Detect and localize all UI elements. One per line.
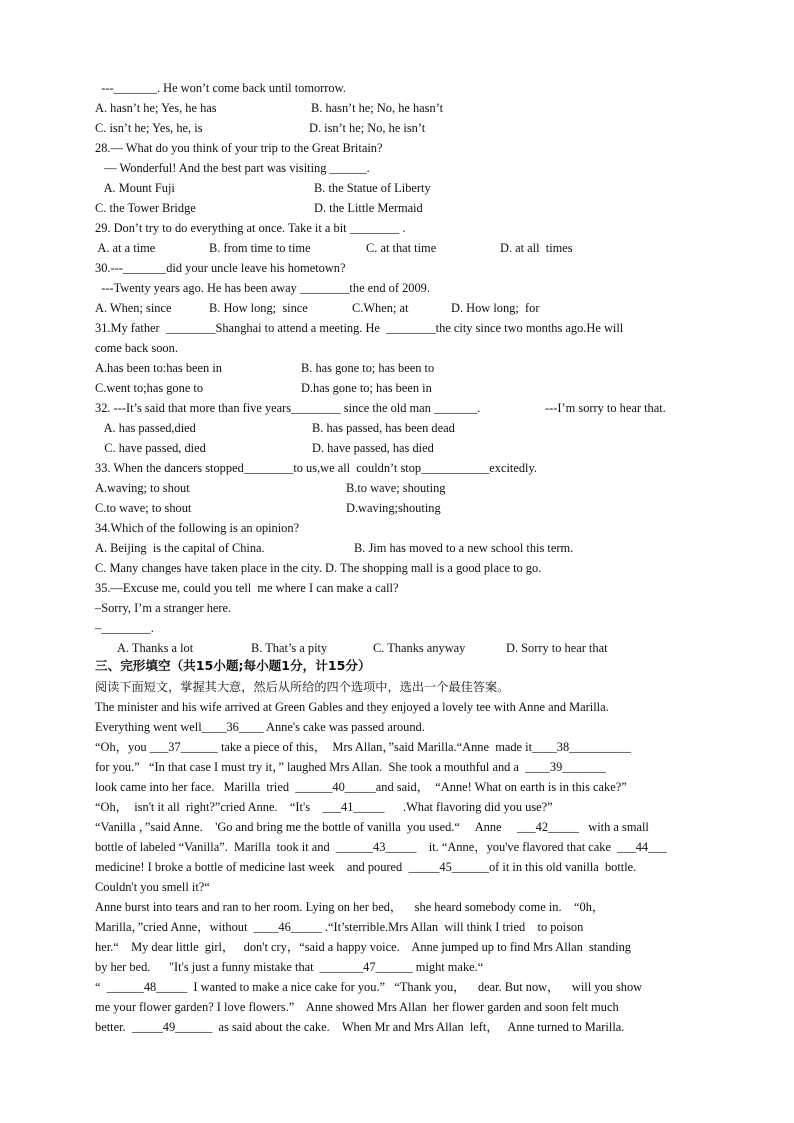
q29-option-c: C. at that time bbox=[366, 241, 437, 255]
q27-answer-line: ---_______. He won’t come back until tomorrow. bbox=[95, 81, 346, 95]
q30-option-a: A. When; since bbox=[95, 301, 172, 315]
q31-stem: 31.My father ________Shanghai to attend a meeting. He ________the city since two months ago.He will bbox=[95, 321, 624, 335]
q35-stem: 35.—Excuse me, could you tell me where I can make a call? bbox=[95, 581, 399, 595]
passage-line: me your flower garden? I love flowers.” Anne showed Mrs Allan her flower garden and soon felt much bbox=[95, 1000, 619, 1014]
q28-option-d: D. the Little Mermaid bbox=[314, 201, 423, 215]
q35-reply: –Sorry, I’m a stranger here. bbox=[95, 601, 232, 615]
q35-option-c: C. Thanks anyway bbox=[373, 641, 466, 655]
q32-stem: 32. ---It’s said that more than five years________ since the old man _______. bbox=[95, 401, 481, 415]
q31-stem-continued: come back soon. bbox=[95, 341, 178, 355]
passage-line: better. _____49______ as said about the cake. When Mr and Mrs Allan left， Anne turned to Marilla. bbox=[95, 1020, 625, 1034]
q28-stem: 28.— What do you think of your trip to the Great Britain? bbox=[95, 141, 383, 155]
q31-option-c: C.went to;has gone to bbox=[95, 381, 204, 395]
q28-reply: — Wonderful! And the best part was visiting ______. bbox=[95, 161, 370, 175]
q34-stem: 34.Which of the following is an opinion? bbox=[95, 521, 300, 535]
q32-option-d: D. have passed, has died bbox=[312, 441, 434, 455]
q29-option-a: A. at a time bbox=[95, 241, 156, 255]
q35-option-d: D. Sorry to hear that bbox=[506, 641, 608, 655]
q30-option-b: B. How long; since bbox=[209, 301, 308, 315]
q35-answer-blank: –________. bbox=[95, 621, 154, 635]
q31-option-d: D.has gone to; has been in bbox=[301, 381, 432, 395]
section-heading: 三、完形填空（共15小题;每小题1分，计15分） bbox=[95, 658, 371, 673]
q34-option-cd: C. Many changes have taken place in the city. D. The shopping mall is a good place to go. bbox=[95, 561, 542, 575]
passage-line: Couldn't you smell it?“ bbox=[95, 880, 210, 894]
q28-option-a: A. Mount Fuji bbox=[95, 181, 175, 195]
passage-line: Everything went well____36____ Anne's cake was passed around. bbox=[95, 720, 425, 734]
q27-option-d: D. isn’t he; No, he isn’t bbox=[309, 121, 426, 135]
passage-line: bottle of labeled “Vanilla”. Marilla took it and ______43_____ it. “Anne，you've flavored that cake ___44___ bbox=[95, 840, 667, 854]
q35-option-a: A. Thanks a lot bbox=[117, 641, 194, 655]
q33-option-a: A.waving; to shout bbox=[95, 481, 190, 495]
passage-line: her.“ My dear little girl， don't cry，“said a happy voice. Anne jumped up to find Mrs Allan standing bbox=[95, 940, 631, 954]
section-instruction: 阅读下面短文，掌握其大意，然后从所给的四个选项中，选出一个最佳答案。 bbox=[95, 680, 510, 694]
passage-line: “Oh，you ___37______ take a piece of this， Mrs Allan，”said Marilla.“Anne made it____38__________ bbox=[95, 740, 632, 754]
q32-option-b: B. has passed, has been dead bbox=[312, 421, 455, 435]
q33-option-c: C.to wave; to shout bbox=[95, 501, 192, 515]
q30-option-c: C.When; at bbox=[352, 301, 409, 315]
q35-option-b: B. That’s a pity bbox=[251, 641, 328, 655]
passage-line: medicine! I broke a bottle of medicine last week and poured _____45______of it in this old vanilla bottle. bbox=[95, 860, 637, 874]
passage-line: Anne burst into tears and ran to her room. Lying on her bed， she heard somebody come in. “0h， bbox=[95, 900, 605, 914]
passage-line: “Vanilla ，”said Anne. 'Go and bring me the bottle of vanilla you used.“ Anne ___42_____ with a small bbox=[95, 820, 649, 834]
q32-option-c: C. have passed, died bbox=[95, 441, 206, 455]
q28-option-b: B. the Statue of Liberty bbox=[314, 181, 431, 195]
passage-line: look came into her face. Marilla tried ______40_____and said， “Anne! What on earth is in this cake?” bbox=[95, 780, 627, 794]
q30-reply: ---Twenty years ago. He has been away ________the end of 2009. bbox=[95, 281, 430, 295]
q32-option-a: A. has passed,died bbox=[95, 421, 196, 435]
q34-option-a: A. Beijing is the capital of China. bbox=[95, 541, 265, 555]
q31-option-b: B. has gone to; has been to bbox=[301, 361, 435, 375]
q27-option-a: A. hasn’t he; Yes, he has bbox=[95, 101, 217, 115]
q33-option-b: B.to wave; shouting bbox=[346, 481, 446, 495]
passage-line: Marilla，”cried Anne，without ____46_____ .“It’sterrible.Mrs Allan will think I tried to poison bbox=[95, 920, 584, 934]
q27-option-b: B. hasn’t he; No, he hasn’t bbox=[311, 101, 444, 115]
q32-reply: ---I’m sorry to hear that. bbox=[545, 401, 666, 415]
q31-option-a: A.has been to:has been in bbox=[95, 361, 222, 375]
q29-option-d: D. at all times bbox=[500, 241, 573, 255]
passage-line: for you.” “In that case I must try it，” laughed Mrs Allan. She took a mouthful and a ____39_______ bbox=[95, 760, 606, 774]
q29-option-b: B. from time to time bbox=[209, 241, 311, 255]
q33-option-d: D.waving;shouting bbox=[346, 501, 441, 515]
q30-stem: 30.---_______did your uncle leave his hometown? bbox=[95, 261, 346, 275]
passage-line: “ ______48_____ I wanted to make a nice cake for you.” “Thank you， dear. But now， will you show bbox=[95, 980, 643, 994]
q30-option-d: D. How long; for bbox=[451, 301, 540, 315]
q33-stem: 33. When the dancers stopped________to us,we all couldn’t stop___________excitedly. bbox=[95, 461, 537, 475]
q29-stem: 29. Don’t try to do everything at once. Take it a bit ________ . bbox=[95, 221, 406, 235]
q27-option-c: C. isn’t he; Yes, he, is bbox=[95, 121, 203, 135]
q34-option-b: B. Jim has moved to a new school this term. bbox=[354, 541, 574, 555]
passage-line: by her bed. "It's just a funny mistake that _______47______ might make.“ bbox=[95, 960, 484, 974]
q28-option-c: C. the Tower Bridge bbox=[95, 201, 196, 215]
passage-line: The minister and his wife arrived at Green Gables and they enjoyed a lovely tee with Anne and Marilla. bbox=[95, 700, 609, 714]
passage-line: “Oh， isn't it all right?”cried Anne. “It's ___41_____ .What flavoring did you use?” bbox=[95, 800, 553, 814]
